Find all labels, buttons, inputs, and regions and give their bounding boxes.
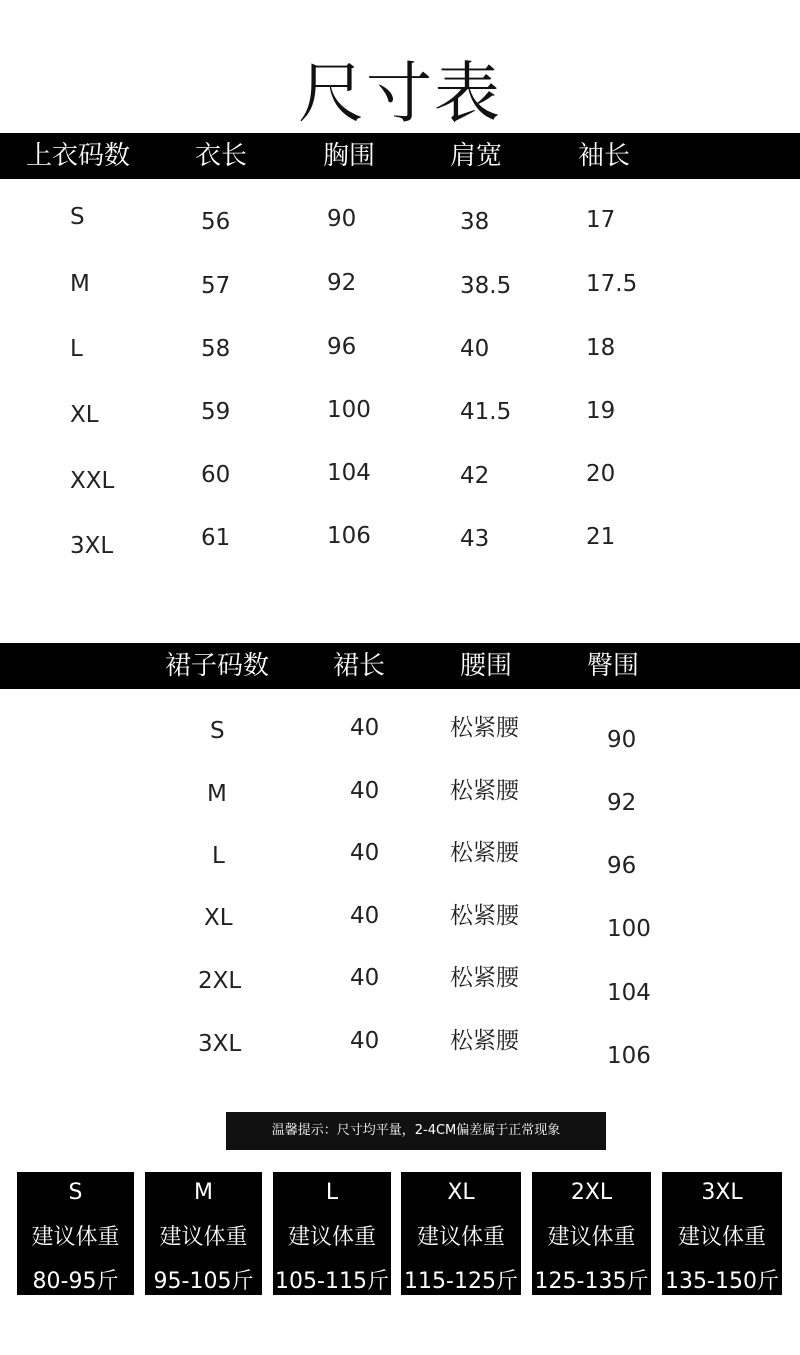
top-cell-shoulder: 41.5 <box>460 399 512 425</box>
top-cell-length: 57 <box>201 273 231 299</box>
top-cell-length: 60 <box>201 462 231 488</box>
top-header-size: 上衣码数 <box>26 141 131 171</box>
top-cell-sleeve: 17 <box>586 207 616 233</box>
weight-box-xl <box>401 1172 521 1295</box>
skirt-cell-length: 40 <box>350 965 380 991</box>
top-cell-sleeve: 18 <box>586 335 616 361</box>
weight-range: 95-105斤 <box>153 1269 254 1294</box>
top-cell-sleeve: 21 <box>586 524 616 550</box>
top-cell-chest: 96 <box>327 334 357 360</box>
top-cell-size: L <box>70 336 83 362</box>
skirt-header-waist: 腰围 <box>460 651 513 681</box>
top-cell-size: M <box>70 271 90 297</box>
weight-box-s <box>17 1172 134 1295</box>
top-cell-sleeve: 20 <box>586 461 616 487</box>
top-cell-length: 59 <box>201 399 231 425</box>
skirt-cell-waist: 松紧腰 <box>450 840 519 866</box>
skirt-cell-waist: 松紧腰 <box>450 778 519 804</box>
weight-label: 建议体重 <box>287 1225 376 1250</box>
skirt-cell-size: 2XL <box>198 968 242 994</box>
top-cell-size: XXL <box>70 468 115 494</box>
top-cell-chest: 90 <box>327 206 357 232</box>
weight-box-m <box>145 1172 262 1295</box>
weight-label: 建议体重 <box>677 1225 766 1250</box>
skirt-cell-length: 40 <box>350 778 380 804</box>
top-cell-length: 56 <box>201 209 231 235</box>
weight-box-2xl <box>532 1172 651 1295</box>
skirt-table-header-bar <box>0 643 800 689</box>
top-cell-shoulder: 38 <box>460 209 490 235</box>
weight-label: 建议体重 <box>159 1225 248 1250</box>
weight-size: XL <box>447 1180 475 1205</box>
skirt-cell-size: M <box>207 781 227 807</box>
weight-label: 建议体重 <box>416 1225 505 1250</box>
weight-size: 2XL <box>570 1180 613 1205</box>
top-cell-shoulder: 43 <box>460 526 490 552</box>
top-cell-sleeve: 19 <box>586 398 616 424</box>
skirt-header-length: 裙长 <box>333 651 386 681</box>
weight-box-3xl <box>662 1172 782 1295</box>
skirt-cell-waist: 松紧腰 <box>450 715 519 741</box>
weight-label: 建议体重 <box>547 1225 636 1250</box>
top-header-chest: 胸围 <box>323 141 376 171</box>
skirt-cell-length: 40 <box>350 715 380 741</box>
top-cell-shoulder: 40 <box>460 336 490 362</box>
top-cell-size: S <box>70 204 85 230</box>
skirt-cell-hip: 96 <box>607 853 637 879</box>
top-cell-chest: 104 <box>327 460 371 486</box>
skirt-header-hip: 臀围 <box>587 651 640 681</box>
top-cell-sleeve: 17.5 <box>586 271 638 297</box>
top-cell-length: 61 <box>201 525 231 551</box>
skirt-cell-waist: 松紧腰 <box>450 1028 519 1054</box>
weight-range: 115-125斤 <box>404 1269 518 1294</box>
top-cell-shoulder: 42 <box>460 463 490 489</box>
skirt-cell-size: XL <box>204 905 233 931</box>
top-cell-length: 58 <box>201 336 231 362</box>
skirt-cell-size: L <box>212 843 225 869</box>
skirt-cell-hip: 106 <box>607 1043 651 1069</box>
top-cell-chest: 100 <box>327 397 371 423</box>
weight-label: 建议体重 <box>31 1225 120 1250</box>
skirt-cell-length: 40 <box>350 840 380 866</box>
top-header-shoulder: 肩宽 <box>450 141 503 171</box>
top-cell-chest: 106 <box>327 523 371 549</box>
weight-range: 80-95斤 <box>32 1269 119 1294</box>
skirt-cell-size: S <box>210 718 225 744</box>
top-cell-size: 3XL <box>70 533 114 559</box>
top-header-sleeve: 袖长 <box>578 141 631 171</box>
skirt-cell-waist: 松紧腰 <box>450 903 519 929</box>
skirt-cell-size: 3XL <box>198 1031 242 1057</box>
skirt-cell-waist: 松紧腰 <box>450 965 519 991</box>
skirt-header-size: 裙子码数 <box>165 651 270 681</box>
weight-range: 105-115斤 <box>275 1269 389 1294</box>
weight-box-l <box>273 1172 391 1295</box>
weight-range: 135-150斤 <box>665 1269 779 1294</box>
top-cell-chest: 92 <box>327 270 357 296</box>
weight-range: 125-135斤 <box>534 1269 649 1294</box>
page-title: 尺寸表 <box>298 55 502 132</box>
skirt-cell-hip: 100 <box>607 916 651 942</box>
skirt-cell-hip: 92 <box>607 790 637 816</box>
skirt-cell-hip: 90 <box>607 727 637 753</box>
top-cell-size: XL <box>70 402 99 428</box>
measurement-notice: 温馨提示：尺寸均平量，2-4CM偏差属于正常现象 <box>226 1112 606 1150</box>
weight-size: S <box>68 1180 83 1205</box>
skirt-cell-hip: 104 <box>607 980 651 1006</box>
skirt-cell-length: 40 <box>350 903 380 929</box>
weight-size: M <box>194 1180 213 1205</box>
top-header-length: 衣长 <box>195 141 248 171</box>
weight-size: L <box>325 1180 339 1205</box>
skirt-cell-length: 40 <box>350 1028 380 1054</box>
weight-size: 3XL <box>701 1180 743 1205</box>
top-cell-shoulder: 38.5 <box>460 273 512 299</box>
